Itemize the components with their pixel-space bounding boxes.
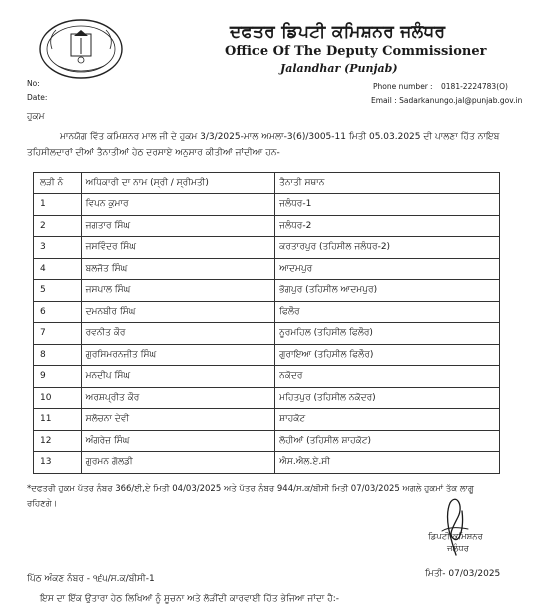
officer-name-cell: ਰਵਨੀਤ ਕੌਰ: [81, 323, 275, 345]
posting-place-cell: ਨੂਰਮਹਿਲ (ਤਹਿਸੀਲ ਫਿਲੌਰ): [275, 323, 500, 345]
email-line: Email : Sadarkanungo.jal@punjab.gov.in: [371, 96, 523, 105]
table-row: [34, 301, 500, 323]
table-header-row: [34, 173, 500, 194]
table-row: [34, 323, 500, 345]
phone-value: 0181-2224783(O): [441, 82, 508, 91]
footnote-line-2: ਰਹਿਣਗੇ।: [27, 499, 58, 509]
serial-cell: 13: [34, 452, 82, 474]
letter-date-label: Date:: [27, 93, 48, 102]
officer-name-cell: ਦਮਨਬੀਰ ਸਿੰਘ: [81, 301, 275, 323]
punjab-govt-emblem-icon: [38, 18, 124, 80]
serial-cell: 1: [34, 194, 82, 216]
order-heading: ਹੁਕਮ: [27, 112, 45, 122]
signatory-district: ਜਲੰਧਰ: [447, 544, 469, 554]
officer-name-cell: ਜਸਵਿੰਦਰ ਸਿੰਘ: [81, 237, 275, 259]
officer-name-cell: ਬਲਜੋਤ ਸਿੰਘ: [81, 258, 275, 280]
office-title-english: Office Of The Deputy Commissioner: [225, 44, 487, 59]
table-row: [34, 237, 500, 259]
order-intro-line-1: ਮਾਨਯੋਗ ਵਿੱਤ ਕਮਿਸ਼ਨਰ ਮਾਲ ਜੀ ਦੇ ਹੁਕਮ 3/3/2025-ਮਾਲ ਅਮਲਾ-3(6)/3005-11 ਮਿਤੀ 05.03.2025 ਦੀ ਪਾਲਣਾ ਹਿੱਤ ਨਾਇਬ: [60, 132, 500, 142]
order-date: ਮਿਤੀ- 07/03/2025: [425, 569, 501, 579]
serial-cell: 3: [34, 237, 82, 259]
column-header-posting-place: ਤੈਨਾਤੀ ਸਥਾਨ: [275, 173, 500, 194]
officer-name-cell: ਗੁਰਸਿਮਰਨਜੀਤ ਸਿੰਘ: [81, 344, 275, 366]
posting-place-cell: ਨਕੋਦਰ: [275, 366, 500, 388]
posting-place-cell: ਫਿਲੌਰ: [275, 301, 500, 323]
column-header-officer-name: ਅਧਿਕਾਰੀ ਦਾ ਨਾਮ (ਸ੍ਰੀ / ਸ੍ਰੀਮਤੀ): [81, 173, 275, 194]
posting-place-cell: ਭੋਗਪੁਰ (ਤਹਿਸੀਲ ਆਦਮਪੁਰ): [275, 280, 500, 302]
table-row: [34, 258, 500, 280]
posting-place-cell: ਮਹਿਤਪੁਰ (ਤਹਿਸੀਲ ਨਕੋਦਰ): [275, 387, 500, 409]
officer-name-cell: ਗੁਰਮਨ ਗੋਲਡੀ: [81, 452, 275, 474]
letter-number-label: No:: [27, 79, 40, 88]
officer-name-cell: ਮਨਦੀਪ ਸਿੰਘ: [81, 366, 275, 388]
column-header-serial: ਲੜੀ ਨੰ: [34, 173, 82, 194]
serial-cell: 9: [34, 366, 82, 388]
serial-cell: 11: [34, 409, 82, 431]
posting-place-cell: ਐਸ.ਐਲ.ਏ.ਸੀ: [275, 452, 500, 474]
serial-cell: 6: [34, 301, 82, 323]
table-row: [34, 409, 500, 431]
table-row: [34, 194, 500, 216]
officer-name-cell: ਅਰਸ਼ਪ੍ਰੀਤ ਕੌਰ: [81, 387, 275, 409]
office-title-punjabi: ਦਫਤਰ ਡਿਪਟੀ ਕਮਿਸ਼ਨਰ ਜਲੰਧਰ: [230, 22, 446, 42]
serial-cell: 12: [34, 430, 82, 452]
officer-name-cell: ਜਗਤਾਰ ਸਿੰਘ: [81, 215, 275, 237]
phone-separator: :: [430, 82, 433, 91]
posting-place-cell: ਆਦਮਪੁਰ: [275, 258, 500, 280]
order-intro-line-2: ਤਹਿਸੀਲਦਾਰਾਂ ਦੀਆਂ ਤੈਨਾਤੀਆਂ ਹੇਠ ਦਰਸਾਏ ਅਨੁਸਾਰ ਕੀਤੀਆਂ ਜਾਂਦੀਆ ਹਨ-: [27, 148, 280, 158]
serial-cell: 8: [34, 344, 82, 366]
table-row: [34, 280, 500, 302]
serial-cell: 7: [34, 323, 82, 345]
posting-place-cell: ਸ਼ਾਹਕੋਟ: [275, 409, 500, 431]
table-row: [34, 366, 500, 388]
officer-name-cell: ਅੰਗਰੇਜ਼ ਸਿੰਘ: [81, 430, 275, 452]
posting-table: [33, 172, 500, 474]
table-row: [34, 344, 500, 366]
office-city: Jalandhar (Punjab): [280, 62, 398, 75]
posting-place-cell: ਕਰਤਾਰਪੁਰ (ਤਹਿਸੀਲ ਜਲੰਧਰ-2): [275, 237, 500, 259]
posting-place-cell: ਲੋਹੀਆਂ (ਤਹਿਸੀਲ ਸ਼ਾਹਕੋਟ): [275, 430, 500, 452]
officer-name-cell: ਸਲੋਚਨਾ ਦੇਵੀ: [81, 409, 275, 431]
endorsement-text: ਇਸ ਦਾ ਇੱਕ ਉਤਾਰਾ ਹੇਠ ਲਿਖਿਆਂ ਨੂੰ ਸੂਚਨਾ ਅਤੇ ਲੋੜੀਂਦੀ ਕਾਰਵਾਈ ਹਿੱਤ ਭੇਜਿਆ ਜਾਂਦਾ ਹੈ:-: [40, 594, 340, 604]
table-row: [34, 452, 500, 474]
footnote-line-1: *ਦਫਤਰੀ ਹੁਕਮ ਪੱਤਰ ਨੰਬਰ 366/ਈ,ਏ ਮਿਤੀ 04/03/2025 ਅਤੇ ਪੱਤਰ ਨੰਬਰ 944/ਸ.ਕ/ਬੀਸੀ ਮਿਤੀ 07/03/2025 ਅਗਲੇ ਹੁਕਮਾਂ ਤੱਕ ਲਾਗੂ: [27, 484, 474, 494]
serial-cell: 10: [34, 387, 82, 409]
table-row: [34, 387, 500, 409]
posting-place-cell: ਜਲੰਧਰ-1: [275, 194, 500, 216]
phone-label: Phone number: [373, 82, 428, 91]
table-row: [34, 215, 500, 237]
posting-place-cell: ਜਲੰਧਰ-2: [275, 215, 500, 237]
table-row: [34, 430, 500, 452]
serial-cell: 4: [34, 258, 82, 280]
serial-cell: 2: [34, 215, 82, 237]
signatory-designation: ਡਿਪਟੀ ਕਮਿਸ਼ਨਰ: [428, 532, 483, 542]
officer-name-cell: ਵਿਪਨ ਕੁਮਾਰ: [81, 194, 275, 216]
officer-name-cell: ਜਸਪਾਲ ਸਿੰਘ: [81, 280, 275, 302]
posting-place-cell: ਗੁਰਾਇਆ (ਤਹਿਸੀਲ ਫਿਲੌਰ): [275, 344, 500, 366]
serial-cell: 5: [34, 280, 82, 302]
endorsement-number: ਪਿੱਠ ਅੰਕਣ ਨੰਬਰ - ੧੬੫/ਸ.ਕ/ਬੀਸੀ-1: [27, 574, 155, 584]
